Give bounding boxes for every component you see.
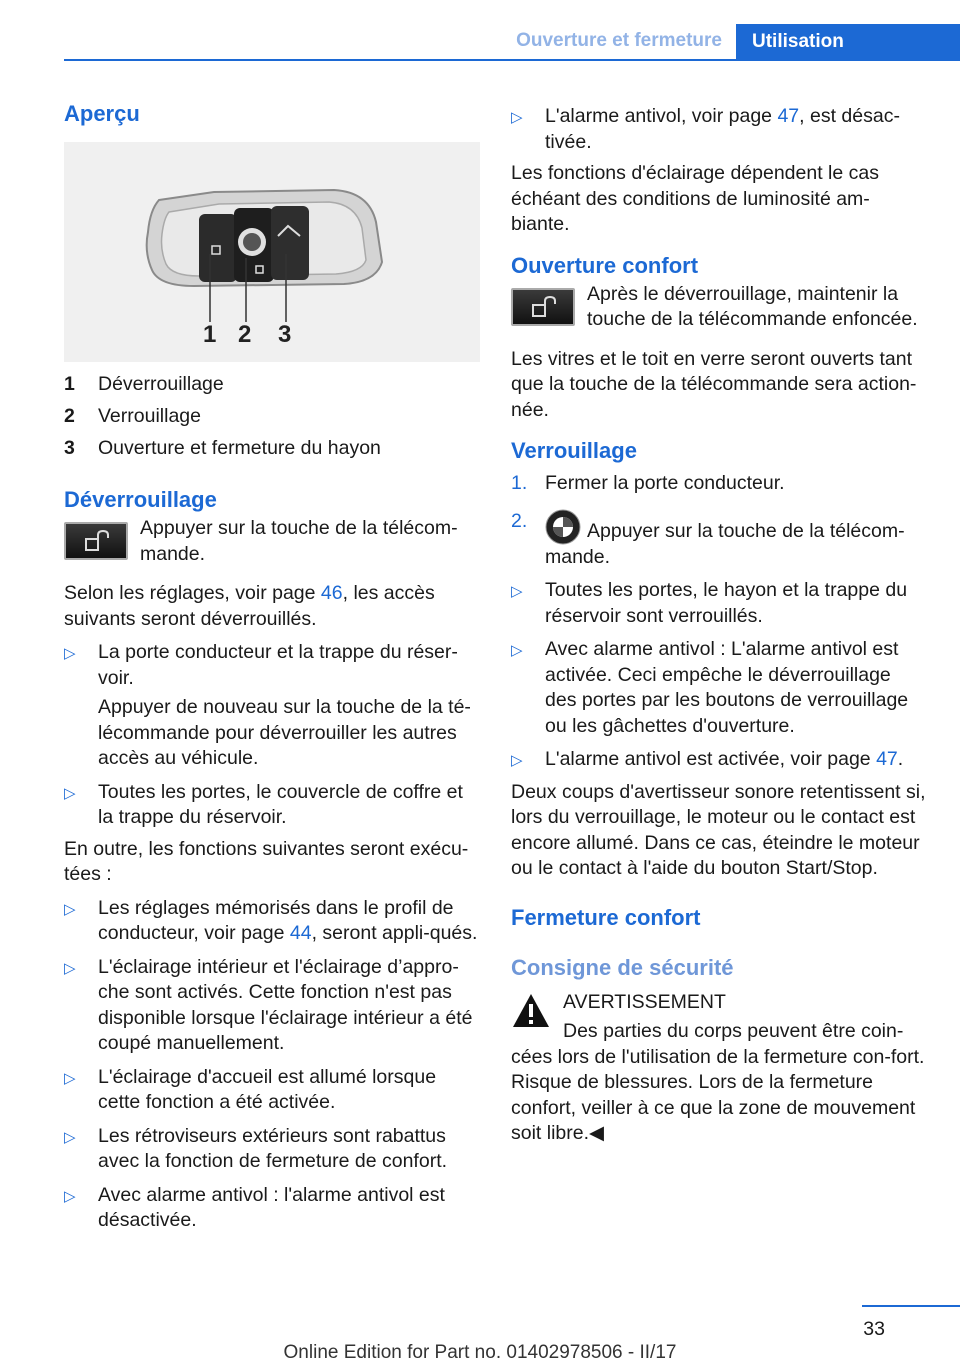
key-label-2: 2 bbox=[238, 321, 252, 348]
header-rule bbox=[64, 59, 960, 61]
triangle-right-icon: ▷ bbox=[64, 1069, 76, 1087]
list-item: ▷ Toutes les portes, le couvercle de coffre et la trappe du réservoir. bbox=[64, 780, 480, 831]
bmw-logo-icon bbox=[545, 509, 581, 545]
key-fob-image bbox=[64, 142, 480, 362]
triangle-right-icon: ▷ bbox=[64, 784, 76, 802]
triangle-right-icon: ▷ bbox=[511, 583, 523, 600]
triangle-right-icon: ▷ bbox=[511, 109, 523, 126]
list-item: ▷ L'éclairage d'accueil est allumé lorsque cette fonction a été activée. bbox=[64, 1065, 480, 1116]
page-header bbox=[64, 24, 960, 61]
step-item: 1. Fermer la porte conducteur. bbox=[511, 472, 785, 494]
triangle-right-icon: ▷ bbox=[64, 1128, 76, 1146]
list-item: ▷ L'alarme antivol, voir page 47, est désac‐tivée. bbox=[511, 104, 927, 155]
header-section: Ouverture et fermeture bbox=[516, 30, 722, 51]
key-legend bbox=[64, 372, 480, 468]
triangle-right-icon: ▷ bbox=[511, 752, 523, 769]
selon-paragraph: Selon les réglages, voir page 46, les accès suivants seront déverrouillés. bbox=[64, 582, 435, 630]
list-item: ▷ L'alarme antivol est activée, voir page 47. bbox=[511, 747, 927, 774]
triangle-right-icon: ▷ bbox=[64, 900, 76, 918]
legend-item: 2 Verrouillage bbox=[64, 405, 201, 427]
legend-item: 3 Ouverture et fermeture du hayon bbox=[64, 437, 381, 459]
list-item: ▷ Toutes les portes, le hayon et la trappe du réservoir sont verrouillés. bbox=[511, 578, 927, 629]
verrouillage-heading: Verrouillage bbox=[511, 438, 637, 463]
right-column bbox=[511, 100, 927, 1147]
header-tab: Utilisation bbox=[736, 24, 960, 61]
list-item: ▷ L'éclairage intérieur et l'éclairage d’appro‐che sont activés. Cette fonction n'est pas disponible lorsque l'éclairage intérieur a été coupé manuellement. bbox=[64, 955, 480, 1057]
list-item: ▷ Les réglages mémorisés dans le profil de conducteur, voir page 44, seront appli‐qués. bbox=[64, 896, 480, 947]
triangle-right-icon: ▷ bbox=[64, 959, 76, 977]
warning-triangle-icon bbox=[511, 992, 551, 1030]
triangle-right-icon: ▷ bbox=[511, 642, 523, 659]
legend-item: 1 Déverrouillage bbox=[64, 373, 224, 395]
list-item: ▷ La porte conducteur et la trappe du réser‐voir. bbox=[64, 640, 480, 691]
list-item: ▷ Avec alarme antivol : l'alarme antivol est désactivée. bbox=[64, 1183, 480, 1234]
list-item: ▷ Avec alarme antivol : L'alarme antivol est activée. Ceci empêche le déverrouillage des portes par les boutons de verrouillage ou les gâchettes d'ouverture. bbox=[511, 637, 927, 739]
warning-text: cées lors de l'utilisation de la fermeture con‐fort. Risque de blessures. Lors de la fermeture confort, veiller à ce que la zone de mouvement soit libre.◀ bbox=[511, 1045, 925, 1144]
list-item: ▷ Les rétroviseurs extérieurs sont rabattus avec la fonction de fermeture de confort. bbox=[64, 1124, 480, 1175]
list-subtext: Appuyer de nouveau sur la touche de la té‐lécommande pour déverrouiller les autres accès au véhicule. bbox=[98, 696, 471, 769]
vitres-paragraph: Les vitres et le toit en verre seront ouverts tant que la touche de la télécommande sera action‐née. bbox=[511, 347, 917, 421]
key-label-1: 1 bbox=[203, 321, 217, 348]
page-link-44[interactable]: 44 bbox=[289, 922, 312, 944]
triangle-right-icon: ▷ bbox=[64, 1187, 76, 1205]
apercu-heading: Aperçu bbox=[64, 101, 140, 126]
triangle-right-icon: ▷ bbox=[64, 645, 76, 662]
step-item: 2. Appuyer sur la touche de la télécom‐mande. bbox=[511, 509, 905, 568]
page-link-47[interactable]: 47 bbox=[777, 105, 800, 127]
deux-coups-paragraph: Deux coups d'avertisseur sonore retentissent si, lors du verrouillage, le moteur ou le contact est encore allumé. Dans ce cas, éteindre le moteur ou le contact à l'aide du bouton Start/Stop. bbox=[511, 780, 926, 879]
page-link-47[interactable]: 47 bbox=[876, 748, 898, 770]
page-link-46[interactable]: 46 bbox=[320, 582, 343, 604]
deverrouillage-heading: Déverrouillage bbox=[64, 487, 217, 512]
unlock-icon bbox=[64, 522, 128, 560]
page-number: 33 bbox=[863, 1318, 885, 1340]
warning-label: AVERTISSEMENT bbox=[563, 990, 726, 1013]
confort-instruction: Après le déverrouillage, maintenir la touche de la télécommande enfoncée. bbox=[511, 282, 927, 333]
warning-block: AVERTISSEMENT Des parties du corps peuvent être coin‐ bbox=[511, 990, 927, 1045]
edition-footer: Online Edition for Part no. 01402978506 - II/17 bbox=[283, 1342, 677, 1362]
en-outre-paragraph: En outre, les fonctions suivantes seront exécu‐tées : bbox=[64, 837, 469, 885]
ouverture-confort-heading: Ouverture confort bbox=[511, 252, 699, 278]
fermeture-confort-heading: Fermeture confort bbox=[511, 904, 701, 930]
key-label-3: 3 bbox=[278, 321, 292, 348]
unlock-icon bbox=[511, 288, 575, 326]
left-column bbox=[64, 100, 480, 1234]
footer-rule bbox=[862, 1305, 960, 1307]
consigne-heading: Consigne de sécurité bbox=[511, 954, 734, 980]
eclairage-paragraph: Les fonctions d'éclairage dépendent le cas échéant des conditions de luminosité am‐biante. bbox=[511, 162, 879, 235]
unlock-instruction: Appuyer sur la touche de la télécom‐mande. bbox=[64, 516, 480, 567]
